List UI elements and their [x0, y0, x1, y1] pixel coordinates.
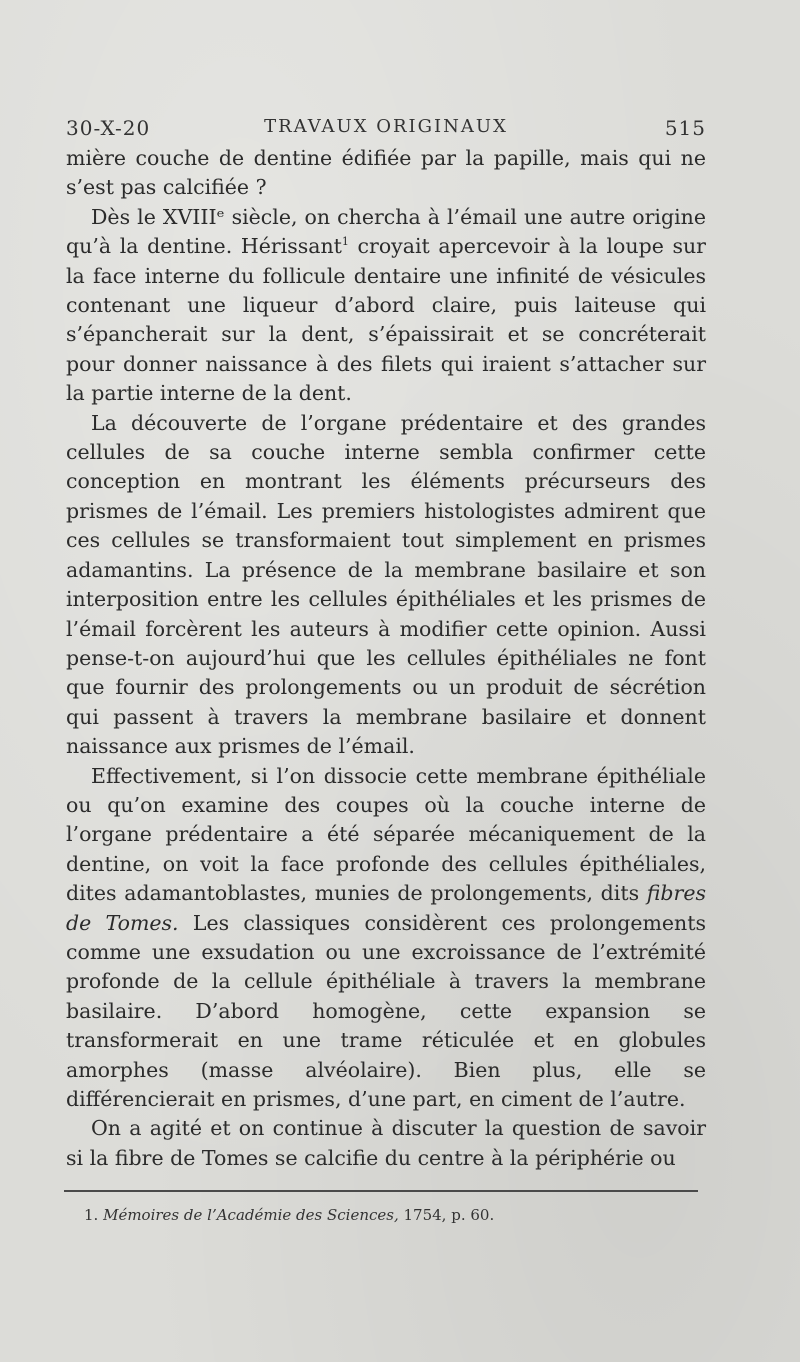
footnote-number: 1.: [84, 1206, 99, 1224]
paragraph-4-text-a: Effectivement, si l’on dissocie cette membrane épithéliale ou qu’on examine des coupes où la couche interne de l’organe prédentaire a été séparée mécaniquement de la dentine, on voit la face profonde des cellules épithéliales, dites adamantoblastes, munies de prolongements, dits: [66, 763, 706, 906]
running-header: [66, 116, 706, 144]
page-number: 515: [664, 116, 706, 140]
paragraph-5-text: On a agité et on continue à discuter la question de savoir si la fibre de Tomes se calcifie du centre à la périphérie ou: [66, 1116, 706, 1170]
paragraph-4-italic: fibres de Tomes.: [66, 881, 706, 935]
footnote-ref[interactable]: 1: [341, 235, 349, 249]
paragraph-3-text: La découverte de l’organe prédentaire et des grandes cellules de sa couche interne sembla confirmer cette conception en montrant les éléments précurseurs des prismes de l’émail. Les premiers histologistes admirent que ces cellules se transformaient tout simplement en prismes adamantins. La présence de la membrane basilaire et son interposition entre les cellules épithéliales et les prismes de l’émail forcèrent les auteurs à modifier cette opinion. Aussi pense-t-on aujourd’hui que les cellules épithéliales ne font que fournir des prolongements ou un produit de sécrétion qui passent à travers la membrane basilaire et donnent naissance aux prismes de l’émail.: [66, 410, 706, 759]
paragraph-3: [66, 409, 706, 762]
page: [66, 116, 706, 1173]
paragraph-2-text-a: Dès le XVIIIᵉ siècle, on chercha à l’émail une autre origine qu’à la dentine. Hérissant: [66, 204, 706, 259]
paragraph-2: [66, 203, 706, 409]
paragraph-4-text-b: Les classiques considèrent ces prolongements comme une exsudation ou une excroissance de l’extrémité profonde de la cellule épithéliale à travers la membrane basilaire. D’abord homogène, cette expansion se transformerait en une trame réticulée et en globules amorphes (masse alvéolaire). Bien plus, elle se différencierait en prismes, d’une part, en ciment de l’autre.: [66, 910, 706, 1111]
header-title: TRAVAUX ORIGINAUX: [264, 116, 508, 137]
paragraph-4: [66, 762, 706, 1115]
header-date: 30-X-20: [66, 116, 151, 140]
body-text: [66, 144, 706, 1173]
paragraph-1: [66, 144, 706, 203]
paragraph-1-text: mière couche de dentine édifiée par la papille, mais qui ne s’est pas calcifiée ?: [66, 146, 706, 200]
footnote-rule: [64, 1190, 698, 1192]
footnote-title: Mémoires de l’Académie des Sciences,: [103, 1206, 399, 1224]
footnote: [84, 1206, 494, 1224]
paragraph-2-text-b: croyait apercevoir à la loupe sur la face interne du follicule dentaire une infinité de vésicules contenant une liqueur d’abord claire, puis laiteuse qui s’épancherait sur la dent, s’épaissirait et se concréterait pour donner naissance à des filets qui iraient s’attacher sur la partie interne de la dent.: [66, 234, 706, 406]
footnote-rest: 1754, p. 60.: [398, 1206, 495, 1224]
paragraph-5: [66, 1114, 706, 1173]
